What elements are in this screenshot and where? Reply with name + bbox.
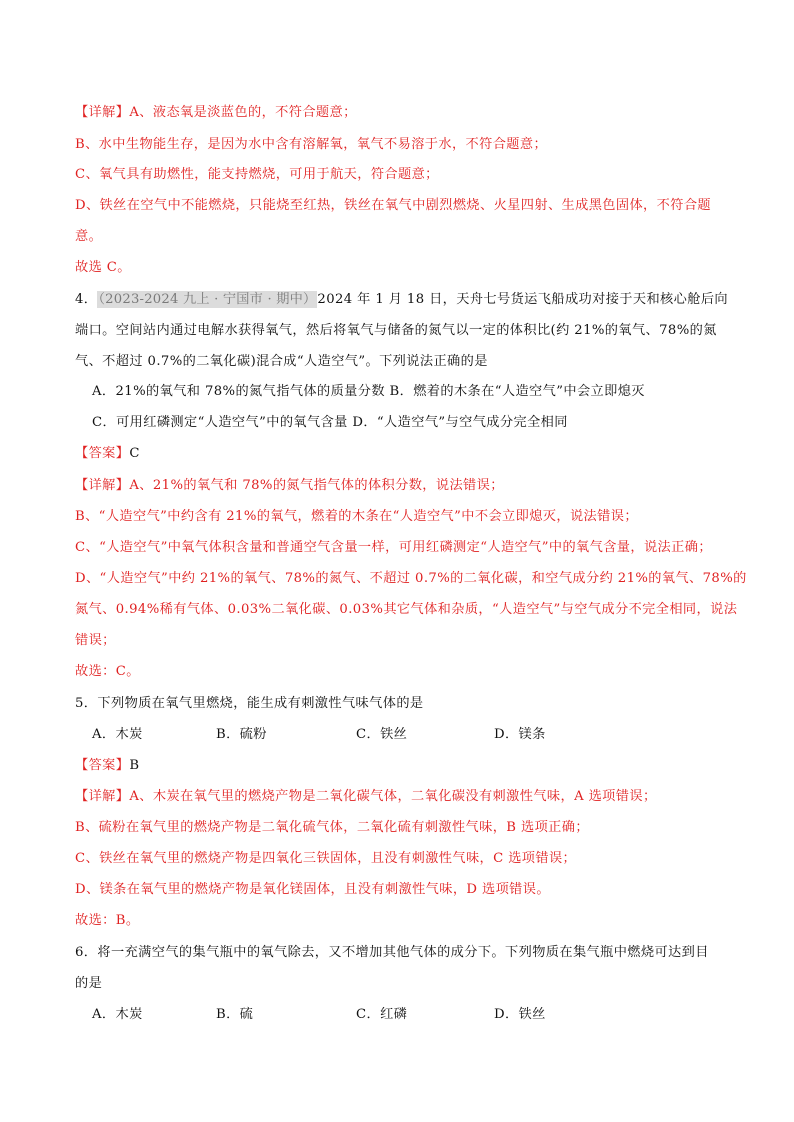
q5-stem-text: 下列物质在氧气里燃烧，能生成有刺激性气味气体的是: [97, 696, 424, 711]
q4-detail-d-line3: 错误；: [75, 633, 116, 648]
q4-stem-line1: [75, 290, 735, 310]
option-d: D．镁条: [494, 727, 546, 742]
q6-stem-line2: 的是: [75, 976, 103, 991]
q4-detail-c: C、“人造空气”中氧气体积含量和普通空气含量一样，可用红磷测定“人造空气”中的氧气含量，说法正确；: [75, 540, 712, 555]
q5-detail-c: C、铁丝在氧气里的燃烧产物是四氧化三铁固体，且没有刺激性气味，C 选项错误；: [75, 851, 577, 866]
q4-options-row1: A．21%的氧气和 78%的氮气指气体的质量分数 B．燃着的木条在“人造空气”中会立即熄灭: [92, 384, 645, 399]
source-tag: （2023-2024 九上 · 宁国市 · 期中）: [98, 292, 317, 307]
option-a: A．木炭: [92, 727, 143, 742]
q3-conclusion: 故选 C。: [75, 260, 131, 275]
q4-stem-line3: 气、不超过 0.7%的二氧化碳)混合成“人造空气”。下列说法正确的是: [75, 354, 488, 369]
q4-detail-a: [75, 476, 735, 496]
option-c: C．铁丝: [356, 727, 408, 742]
q6-stem-line1: [75, 943, 735, 963]
q6-stem-text1: 将一充满空气的集气瓶中的氧气除去，又不增加其他气体的成分下。下列物质在集气瓶中燃烧可达到目: [97, 945, 709, 960]
q5-stem: [75, 694, 735, 714]
answer-value: C: [129, 446, 140, 461]
answer-value: B: [129, 758, 140, 773]
question-number: 5．: [75, 696, 98, 711]
q4-conclusion: 故选：C。: [75, 664, 140, 679]
detail-tag: 【详解】: [75, 789, 130, 804]
q3-detail-c: C、氧气具有助燃性，能支持燃烧，可用于航天，符合题意；: [75, 167, 439, 182]
q6-options: [92, 1005, 752, 1025]
question-number: 4．: [75, 292, 98, 307]
q3-detail-b: B、水中生物能生存，是因为水中含有溶解氧，氧气不易溶于水，不符合题意；: [75, 137, 548, 152]
q4-detail-b: B、“人造空气”中约含有 21%的氧气，燃着的木条在“人造空气”中不会立即熄灭，说法错误；: [75, 509, 638, 524]
option-d: D．铁丝: [494, 1007, 546, 1022]
q3-detail-a-text: A、液态氧是淡蓝色的，不符合题意；: [129, 105, 357, 120]
q5-detail-a: [75, 787, 735, 807]
q4-stem-line2: 端口。空间站内通过电解水获得氧气，然后将氧气与储备的氮气以一定的体积比(约 21%的氧气、78%的氮: [75, 323, 717, 338]
q5-detail-d: D、镁条在氧气里的燃烧产物是氧化镁固体，且没有刺激性气味，D 选项错误。: [75, 882, 550, 897]
q3-detail-d-line1: D、铁丝在空气中不能燃烧，只能烧至红热，铁丝在氧气中剧烈燃烧、火星四射、生成黑色固体，不符合题: [75, 198, 711, 213]
q4-detail-d-line2: 氮气、0.94%稀有气体、0.03%二氧化碳、0.03%其它气体和杂质，“人造空气”与空气成分不完全相同，说法: [75, 602, 738, 617]
option-c: C．红磷: [356, 1007, 408, 1022]
q5-detail-b: B、硫粉在氧气里的燃烧产物是二氧化硫气体，二氧化硫有刺激性气味，B 选项正确；: [75, 820, 589, 835]
option-b: B．硫粉: [216, 727, 267, 742]
option-b: B．硫: [216, 1007, 254, 1022]
q4-stem-text1: 2024 年 1 月 18 日，天舟七号货运飞船成功对接于天和核心舱后向: [317, 292, 728, 307]
q5-options: [92, 725, 752, 745]
option-a: A．木炭: [92, 1007, 143, 1022]
answer-tag: 【答案】: [75, 758, 130, 773]
q3-detail-a: [75, 103, 735, 123]
q5-detail-a-text: A、木炭在氧气里的燃烧产物是二氧化碳气体，二氧化碳没有刺激性气味，A 选项错误；: [129, 789, 657, 804]
question-number: 6．: [75, 945, 98, 960]
q4-answer: [75, 444, 735, 464]
q4-detail-a-text: A、21%的氧气和 78%的氮气指气体的体积分数，说法错误；: [129, 478, 504, 493]
q5-conclusion: 故选：B。: [75, 913, 140, 928]
detail-tag: 【详解】: [75, 478, 130, 493]
q4-detail-d-line1: D、“人造空气”中约 21%的氧气、78%的氮气、不超过 0.7%的二氧化碳，和空气成分约 21%的氧气、78%的: [75, 571, 747, 586]
q4-options-row2: C．可用红磷测定“人造空气”中的氧气含量 D．“人造空气”与空气成分完全相同: [92, 415, 568, 430]
q5-answer: [75, 756, 735, 776]
q3-detail-d-line2: 意。: [75, 229, 103, 244]
answer-tag: 【答案】: [75, 446, 130, 461]
detail-tag: 【详解】: [75, 105, 130, 120]
